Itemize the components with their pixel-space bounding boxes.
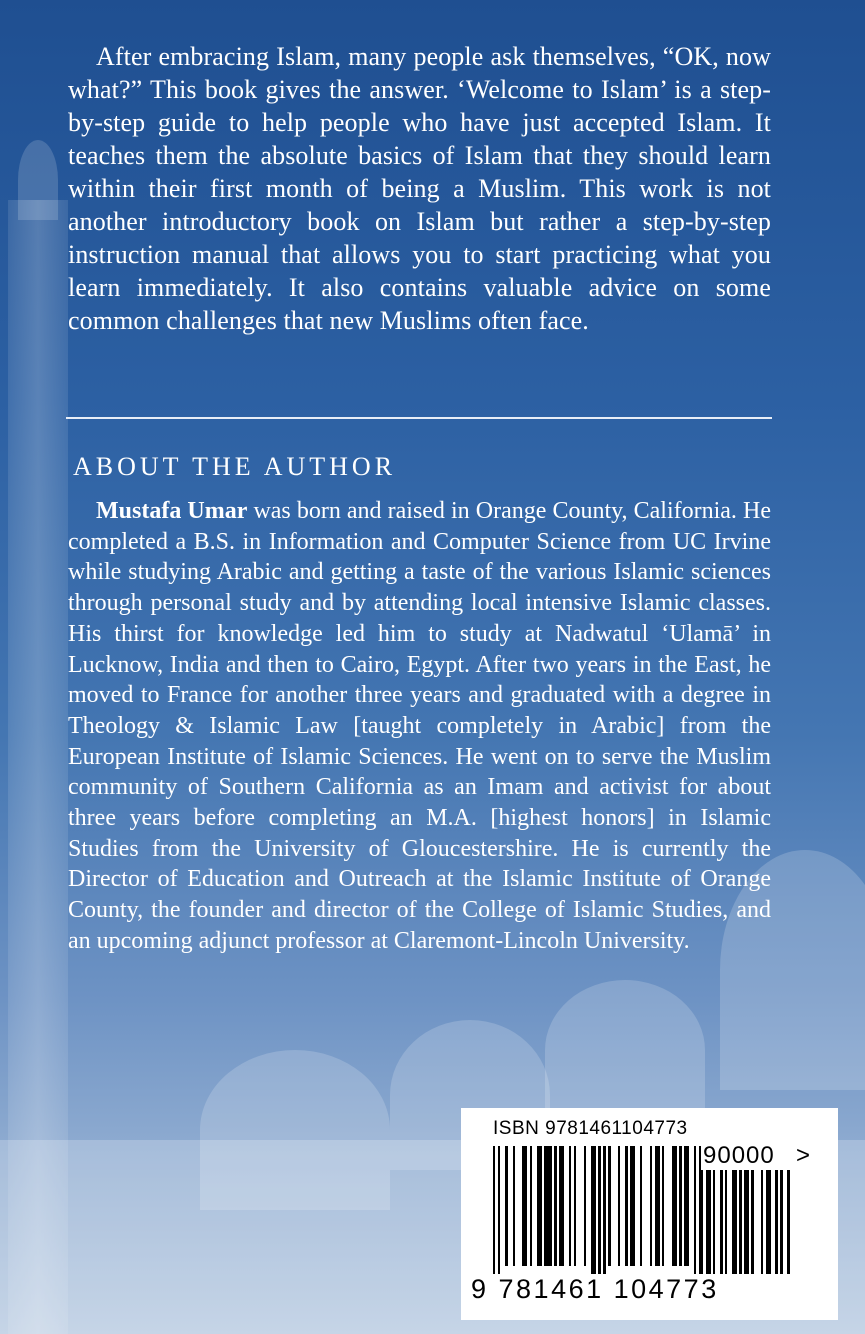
price-code: 90000 xyxy=(703,1142,775,1169)
barcode-bar xyxy=(498,1146,500,1274)
barcode-bar xyxy=(603,1146,605,1274)
barcode-bar xyxy=(694,1146,696,1274)
barcode-bar xyxy=(766,1170,771,1274)
barcode-bar xyxy=(544,1146,551,1266)
barcode-bar xyxy=(706,1170,711,1274)
barcode-bar xyxy=(739,1170,741,1274)
barcode-bar xyxy=(744,1170,749,1274)
barcode-bar xyxy=(732,1170,737,1274)
barcode-bar xyxy=(679,1146,681,1266)
barcode-bar xyxy=(559,1146,564,1266)
barcode-bar xyxy=(505,1146,507,1266)
minaret-cap xyxy=(18,140,58,220)
barcode-bar xyxy=(672,1146,677,1266)
isbn-digits: 9 781461 104773 xyxy=(471,1274,719,1304)
author-bio-text: was born and raised in Orange County, California. He completed a B.S. in Information and Computer Science from UC Irvine while studying Arabic and getting a taste of the various Islamic sciences through personal study and by attending local intensive Islamic classes. His thirst for knowledge led him to study at Nadwatul ‘Ulamā’ in Lucknow, India and then to Cairo, Egypt. After two years in the East, he moved to France for another three years and graduated with a degree in Theology & Islamic Law [taught completely in Arabic] from the European Institute of Islamic Sciences. He went on to serve the Muslim community of Southern California as an Imam and activist for about three years before completing an M.A. [highest honors] in Islamic Studies from the University of Gloucestershire. He is currently the Director of Education and Outreach at the Islamic Institute of Orange County, the founder and director of the College of Islamic Studies, and an upcoming adjunct professor at Claremont-Lincoln University. xyxy=(68,498,771,954)
barcode-bar xyxy=(751,1170,753,1274)
barcode-bar xyxy=(662,1146,664,1266)
book-blurb: After embracing Islam, many people ask themselves, “OK, now what?” This book gives the answer. ‘Welcome to Islam’ is a step-by-step guide to help people who have just accepted Islam. It teaches them the absolute basics of Islam that they should learn within their first month of being a Muslim. This work is not another introductory book on Islam but rather a step-by-step instruction manual that allows you to start practicing what you learn immediately. It also contains valuable advice on some common challenges that new Muslims often face. xyxy=(68,42,771,335)
barcode-bar xyxy=(775,1170,777,1274)
barcode-bar xyxy=(598,1146,600,1274)
author-bio xyxy=(68,496,771,957)
author-name: Mustafa Umar xyxy=(96,498,248,524)
barcode-bar xyxy=(713,1170,715,1274)
barcode-bar xyxy=(701,1170,703,1274)
barcode-bar xyxy=(618,1146,620,1266)
section-divider xyxy=(66,417,772,419)
isbn-barcode xyxy=(461,1108,838,1320)
barcode-bar xyxy=(625,1146,627,1266)
barcode-bar xyxy=(554,1146,556,1266)
barcode-bar xyxy=(780,1170,782,1274)
barcode-bar xyxy=(574,1146,576,1266)
barcode-bar xyxy=(630,1146,635,1266)
about-author-heading: ABOUT THE AUTHOR xyxy=(73,452,397,481)
barcode-bar xyxy=(537,1146,542,1266)
barcode-bar xyxy=(591,1146,596,1274)
barcode-bar xyxy=(640,1146,642,1266)
barcode-bar xyxy=(513,1146,515,1266)
barcode-bar xyxy=(608,1146,610,1266)
isbn-label: ISBN 9781461104773 xyxy=(493,1118,688,1139)
barcode-bar xyxy=(530,1146,532,1266)
barcode-bar xyxy=(725,1170,727,1274)
barcode-bar xyxy=(584,1146,586,1266)
barcode-bar xyxy=(493,1146,495,1274)
barcode-bar xyxy=(655,1146,660,1266)
barcode-bar xyxy=(720,1170,722,1274)
barcode-bar xyxy=(650,1146,652,1266)
barcode-bar xyxy=(761,1170,763,1274)
barcode-bar xyxy=(787,1170,789,1274)
barcode-bar xyxy=(684,1146,689,1266)
barcode-bar xyxy=(569,1146,571,1266)
price-mark: > xyxy=(796,1142,811,1169)
barcode-bar xyxy=(522,1146,527,1266)
mosque-dome xyxy=(545,980,705,1120)
